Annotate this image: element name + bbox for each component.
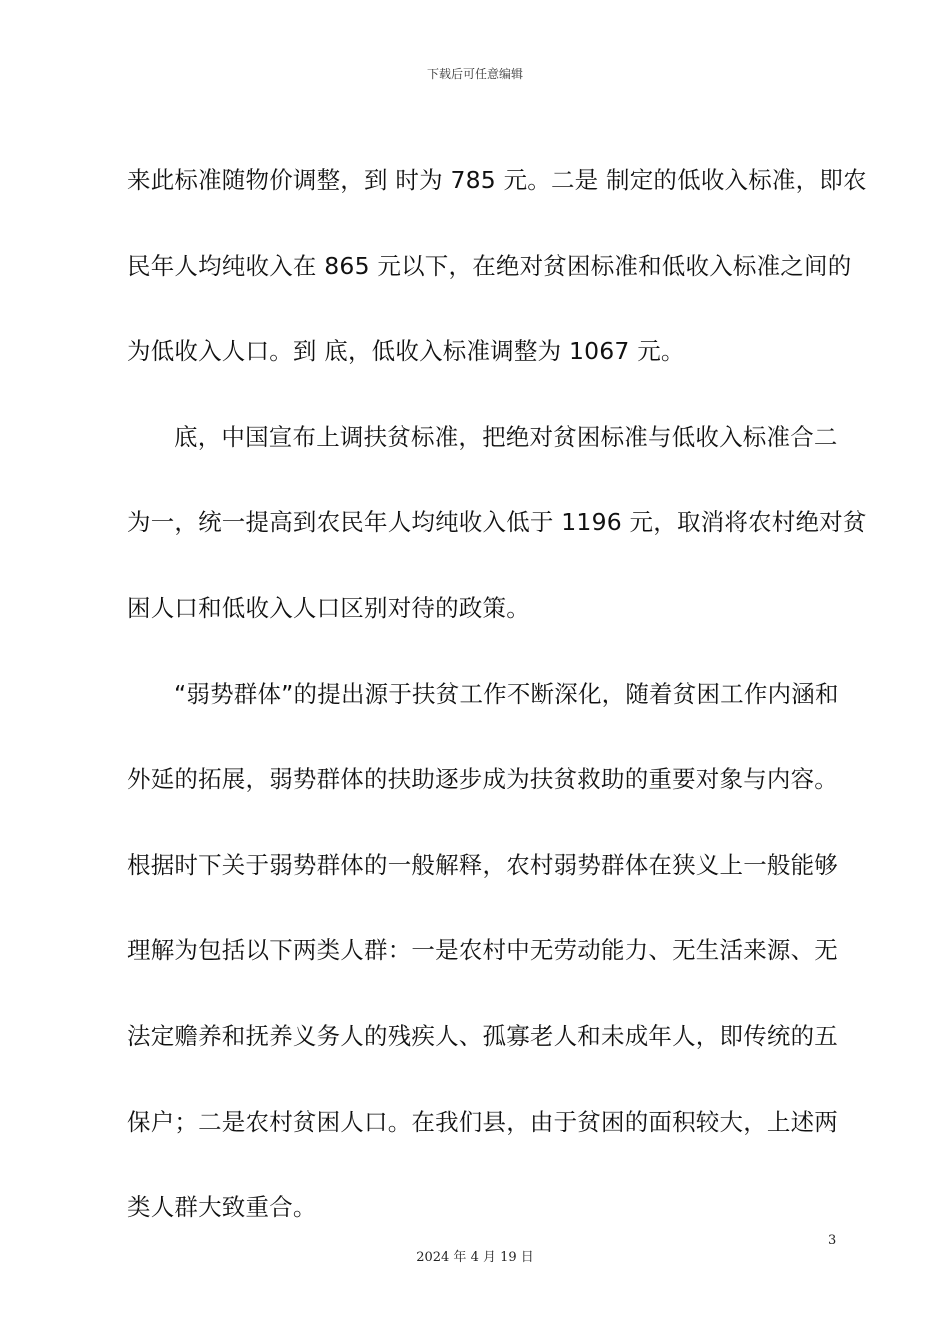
paragraph-start-line: “弱势群体”的提出源于扶贫工作不断深化，随着贫困工作内涵和 [174,679,839,708]
body-line: 来此标准随物价调整，到 时为 785 元。二是 制定的低收入标准，即农 [127,166,867,194]
body-line: 根据时下关于弱势群体的一般解释，农村弱势群体在狭义上一般能够 [127,850,838,879]
body-line: 外延的拓展，弱势群体的扶助逐步成为扶贫救助的重要对象与内容。 [127,765,838,794]
page-number: 3 [828,1233,837,1248]
paragraph-start-line: 底，中国宣布上调扶贫标准，把绝对贫困标准与低收入标准合二 [174,422,838,451]
body-line: 民年人均纯收入在 865 元以下，在绝对贫困标准和低收入标准之间的 [127,251,852,280]
body-line: 为低收入人口。到 底，低收入标准调整为 1067 元。 [127,337,685,366]
body-line: 保户；二是农村贫困人口。在我们县，由于贫困的面积较大，上述两 [127,1107,838,1136]
body-line: 法定赡养和抚养义务人的残疾人、孤寡老人和未成年人，即传统的五 [127,1021,838,1050]
body-line: 理解为包括以下两类人群：一是农村中无劳动能力、无生活来源、无 [127,936,838,965]
body-line: 类人群大致重合。 [127,1193,317,1222]
body-line: 为一，统一提高到农民年人均纯收入低于 1196 元，取消将农村绝对贫 [127,508,867,537]
page-header: 下载后可任意编辑 [426,67,523,81]
document-body [127,158,867,1271]
footer-date: 2024 年 4 月 19 日 [416,1250,534,1265]
body-line: 困人口和低收入人口区别对待的政策。 [127,593,530,622]
